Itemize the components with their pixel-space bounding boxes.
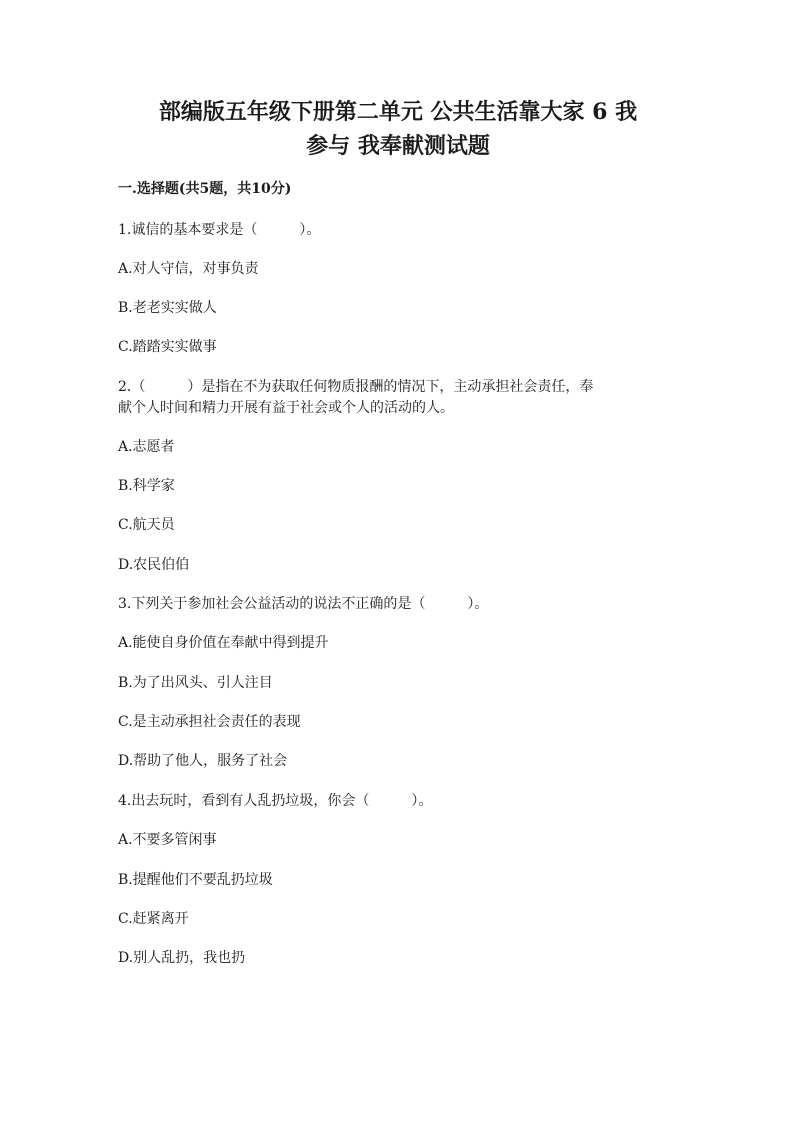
- title-line-1: 部编版五年级下册第二单元 公共生活靠大家 6 我: [158, 99, 638, 125]
- question-1-option-b: B.老老实实做人: [118, 300, 217, 316]
- question-3-option-d: D.帮助了他人，服务了社会: [118, 753, 288, 769]
- question-3-stem: 3.下列关于参加社会公益活动的说法不正确的是（ ）。: [118, 596, 489, 612]
- question-1-stem: 1.诚信的基本要求是（ ）。: [118, 222, 321, 238]
- question-4-option-a: A.不要多管闲事: [118, 832, 217, 848]
- question-4-option-d: D.别人乱扔，我也扔: [118, 950, 246, 966]
- question-2-option-b: B.科学家: [118, 478, 175, 494]
- question-2-stem-line-2: 献个人时间和精力开展有益于社会或个人的活动的人。: [118, 400, 454, 416]
- question-2-option-d: D.农民伯伯: [118, 557, 190, 573]
- question-3-option-c: C.是主动承担社会责任的表现: [118, 714, 301, 730]
- question-4-option-b: B.提醒他们不要乱扔垃圾: [118, 872, 273, 888]
- question-1-option-c: C.踏踏实实做事: [118, 339, 217, 355]
- question-2-option-a: A.志愿者: [118, 439, 175, 455]
- question-1-option-a: A.对人守信，对事负责: [118, 261, 259, 277]
- section-heading: 一.选择题(共5题，共10分): [118, 181, 292, 197]
- question-3-option-a: A.能使自身价值在奉献中得到提升: [118, 635, 329, 651]
- title-line-2: 参与 我奉献测试题: [306, 133, 490, 159]
- question-2-option-c: C.航天员: [118, 517, 175, 533]
- question-4-stem: 4.出去玩时，看到有人乱扔垃圾，你会（ ）。: [118, 793, 433, 809]
- question-4-option-c: C.赶紧离开: [118, 911, 189, 927]
- question-2-stem-line-1: 2.（ ）是指在不为获取任何物质报酬的情况下，主动承担社会责任，奉: [118, 379, 594, 395]
- question-3-option-b: B.为了出风头、引人注目: [118, 675, 273, 691]
